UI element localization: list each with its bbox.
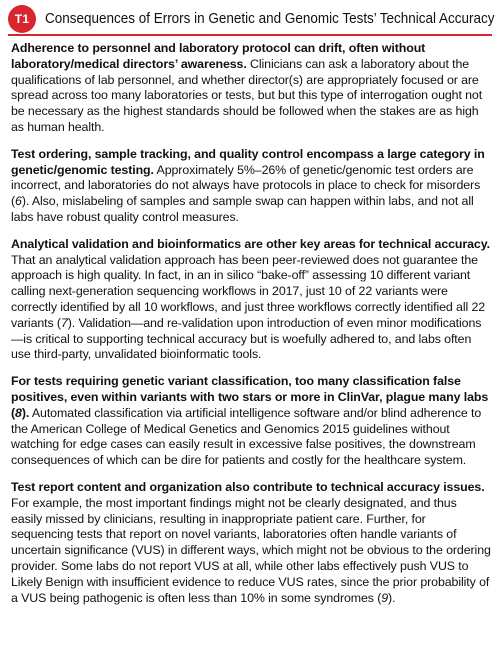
citation-ref: 6 (15, 194, 22, 209)
citation-ref: 8 (15, 405, 22, 420)
section-test-ordering (11, 147, 491, 226)
section-lead: Test ordering, sample tracking, and quality control encompass a large category in genetic/genomic testing. (11, 146, 485, 177)
section-lead: For tests requiring genetic variant classification, too many classification false positives, even within variants with two stars or more in ClinVar, plague many labs ( (11, 374, 489, 420)
section-body: Automated classification via artificial intelligence software and/or blind adherence to the American College of Medical Genetics and Genomics 2015 guidelines without watching for edge cases can easily result in excessive false positives, the downstream consequences of which can be dire for patients and costly for the healthcare system. (11, 405, 482, 468)
section-body-continued: ). Also, mislabeling of samples and sample swap can happen within labs, and not all labs have robust quality control measures. (11, 194, 474, 224)
section-body: For example, the most important findings might not be clearly designated, and thus easily missed by clinicians, resulting in inappropriate patient care. Further, for sequencing tests that report on novel variants, laboratories often handle variants of uncertain significance (VUS) in different ways, which might not be obvious to the ordering provider. Some labs do not report VUS at all, while other labs effectively push VUS to Likely Benign with insufficient evidence to reduce VUS rates, since the prior probability of a VUS being pathogenic is often less than 10% in some syndromes ( (11, 495, 491, 605)
table-header (8, 5, 495, 35)
header-divider (8, 34, 492, 36)
section-body-continued: ). (388, 590, 396, 605)
section-variant-classification (11, 374, 491, 469)
section-body-continued: ). Validation—and re-validation upon introduction of even minor modifications—is critical to supporting technical accuracy but is woefully adhered to, and labs often use third-party, unvalidated bioinformatic tools. (11, 315, 482, 362)
citation-ref: 9 (381, 590, 389, 605)
section-personnel-protocol (11, 41, 491, 136)
section-analytical-validation (11, 237, 491, 363)
section-body: Clinicians can ask a laboratory about the qualifications of lab personnel, and whether director(s) are appropriately focused or are spread across too many laboratories or tests, but but this type of interrogation ought not be necessary as the highest standards should be followed when the stakes are as high as human health. (11, 56, 483, 134)
section-test-report (11, 480, 491, 606)
section-body: Approximately 5%–26% of genetic/genomic test orders are incorrect, and laboratories do not always have protocols in place to check for misorders ( (11, 162, 481, 209)
citation-ref: 7 (60, 315, 68, 330)
table-title: Consequences of Errors in Genetic and Genomic Tests’ Technical Accuracy (45, 11, 495, 27)
section-lead: Analytical validation and bioinformatics are other key areas for technical accuracy. (11, 236, 490, 251)
section-lead-end: ). (21, 405, 30, 420)
section-body: That an analytical validation approach has been peer-reviewed does not guarantee the approach is high quality. In fact, in an in silico “bake-off” assessing 10 different variant calling next-generation sequencing workflows in 2017, just 10 of 22 variants were correctly identified by all 10 workflows, and just three workflows correctly identified all 22 variants ( (11, 252, 486, 330)
section-lead: Adherence to personnel and laboratory protocol can drift, often without laboratory/medical directors’ awareness. (11, 41, 426, 71)
table-body (11, 41, 491, 617)
table-number-badge: T1 (8, 5, 36, 33)
section-lead: Test report content and organization also contribute to technical accuracy issues. (11, 479, 485, 494)
